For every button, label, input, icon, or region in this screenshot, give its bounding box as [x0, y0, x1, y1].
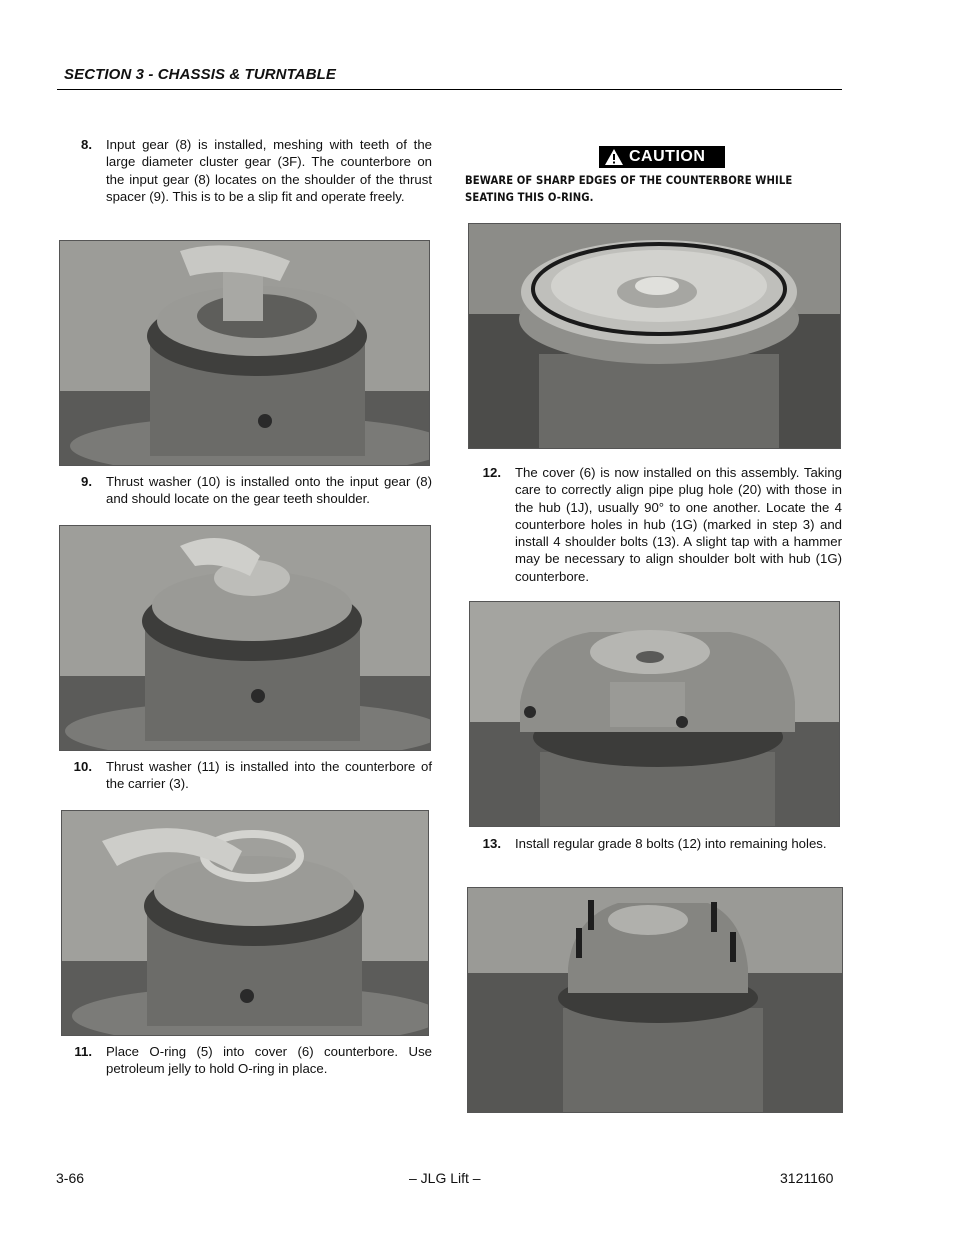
step-13	[471, 835, 842, 852]
step-text: Place O-ring (5) into cover (6) counterbore. Use petroleum jelly to hold O-ring in place.	[106, 1044, 432, 1077]
caution-text: BEWARE OF SHARP EDGES OF THE COUNTERBORE WHILE SEATING THIS O-RING.	[465, 174, 793, 204]
step-text: Input gear (8) is installed, meshing with teeth of the large diameter cluster gear (3F). The counterbore on the input gear (8) locates on the shoulder of the thrust spacer (9). This is to be a slip fit and operate freely.	[106, 137, 432, 204]
step-number: 12.	[482, 465, 501, 480]
step-11	[62, 1043, 432, 1078]
caution-label: CAUTION	[629, 148, 706, 165]
photo-thrust-washer-11	[61, 810, 429, 1036]
header-rule	[57, 89, 842, 90]
step-number: 9.	[81, 474, 92, 489]
photo-input-gear	[59, 240, 430, 466]
step-8	[62, 136, 432, 205]
step-text: Install regular grade 8 bolts (12) into remaining holes.	[515, 836, 827, 851]
step-text: Thrust washer (10) is installed onto the input gear (8) and should locate on the gear teeth shoulder.	[106, 474, 432, 507]
step-10	[62, 758, 432, 793]
photo-thrust-washer-10	[59, 525, 431, 751]
step-number: 11.	[74, 1044, 92, 1059]
photo-cover-installed	[469, 601, 840, 827]
step-text: Thrust washer (11) is installed into the counterbore of the carrier (3).	[106, 759, 432, 792]
step-9	[62, 473, 432, 508]
document-number: 3121160	[780, 1170, 834, 1186]
footer-center: – JLG Lift –	[409, 1170, 481, 1186]
photo-bolts-installed	[467, 887, 843, 1113]
step-12	[471, 464, 842, 585]
step-number: 13.	[482, 836, 501, 851]
page-number: 3-66	[56, 1170, 85, 1186]
caution-badge	[599, 146, 725, 168]
step-number: 10.	[73, 759, 92, 774]
step-text: The cover (6) is now installed on this assembly. Taking care to correctly align pipe plug hole (20) with those in the hub (1J), usually 90° to one another. Locate the 4 counterbore holes in hub (1G) (marked in step 3) and install 4 shoulder bolts (13). A slight tap with a hammer may be necessary to align shoulder bolt with hub (1G) counterbore.	[515, 465, 842, 584]
photo-o-ring-cover	[468, 223, 841, 449]
step-number: 8.	[81, 137, 92, 152]
section-title: SECTION 3 - CHASSIS & TURNTABLE	[64, 66, 337, 83]
warning-triangle-icon	[604, 148, 624, 166]
